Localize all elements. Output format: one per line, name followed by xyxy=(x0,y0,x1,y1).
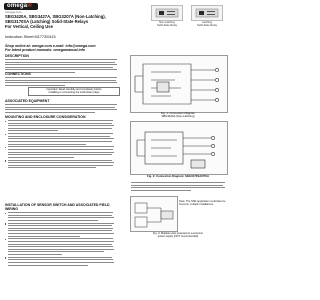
omega-logo xyxy=(4,3,38,10)
fig3-caption xyxy=(130,232,226,239)
relay-image-right xyxy=(191,5,223,21)
connection-diagram-fig2 xyxy=(130,121,228,175)
mounting-bullets xyxy=(5,120,117,168)
document-title xyxy=(5,15,129,30)
non-latching-label-line-1: Non-Latching xyxy=(159,21,175,24)
fig3-caption-line-1: Fig. 3: Multiple units powered on a common xyxy=(152,232,204,235)
fig1-schematic xyxy=(131,56,227,112)
installation-step-4 xyxy=(5,257,117,266)
fig2-caption: Fig. 2: Connection Diagram: SBG3170SA/07SA xyxy=(146,174,209,178)
non-latching-relay-thumbnail xyxy=(150,5,184,27)
brand-tagline: omega.com xyxy=(5,10,22,14)
warning-line-2: installing or connecting the solid-state relays xyxy=(48,91,100,95)
fig2-notes xyxy=(131,182,225,191)
latching-relay-thumbnail xyxy=(190,5,224,27)
logo-wordmark: omega xyxy=(7,3,28,9)
title-line-2: SBG3170SA (Latching) Solid-State Relays xyxy=(5,18,89,24)
title-line-3: For Vertical, Ceiling Use xyxy=(5,23,53,29)
fig1-caption-line-2: SBG3420A (Non-Latching) xyxy=(161,114,195,119)
connection-diagram-fig3 xyxy=(130,196,178,232)
mounting-bullet-1 xyxy=(5,120,117,131)
section-associated-equipment: ASSOCIATED EQUIPMENT xyxy=(5,99,50,103)
mounting-bullet-4 xyxy=(5,160,117,169)
latching-label-line-1: Latching xyxy=(202,21,212,24)
web-contact xyxy=(5,44,130,52)
instruction-sheet-number: Instruction Sheet M1773/0415 xyxy=(5,35,56,39)
logo-trademark: ® xyxy=(27,3,32,9)
installation-step-2 xyxy=(5,223,117,237)
warning-line-1: Important: Read carefully and completely before xyxy=(46,88,102,91)
non-latching-label-line-2: Solid-State Relay xyxy=(156,24,178,27)
title-line-1: SBG3420A, SBG3427A, SBG3207A (Non-Latching), xyxy=(5,14,106,19)
fig2-schematic xyxy=(131,122,227,174)
web-line-2: For latest product manuals: omegamanual.info xyxy=(5,48,86,53)
section-connections: CONNECTIONS xyxy=(5,72,31,76)
relay-image-left xyxy=(151,5,183,21)
mounting-bullet-2 xyxy=(5,133,117,144)
installation-steps xyxy=(5,212,117,265)
fig3-schematic xyxy=(131,197,177,231)
fig1-caption-line-1: Fig. 1: Connection Diagram xyxy=(160,111,196,115)
latching-label-line-2: Solid-State Relay xyxy=(196,24,218,27)
section-description: DESCRIPTION xyxy=(5,54,29,58)
section-mounting: MOUNTING AND ENCLOSURE CONSIDERATION xyxy=(5,115,86,119)
connection-diagram-fig1 xyxy=(130,55,228,113)
fig3-note: Note: The SSR application could also be found on multiple installations. xyxy=(179,200,226,206)
mounting-bullet-3 xyxy=(5,146,117,157)
fig1-caption xyxy=(130,112,226,119)
section-installation: INSTALLATION OF SENSOR SWITCH AND ASSOCIATED FIELD WIRING xyxy=(5,203,110,211)
important-warning-box xyxy=(28,87,120,96)
associated-equipment-text xyxy=(5,104,117,113)
installation-step-1 xyxy=(5,212,117,221)
fig3-caption-line-2: power supply (NOT recommended) xyxy=(157,235,199,239)
installation-step-3 xyxy=(5,238,117,254)
web-line-1: Shop online at: omega.com e-mail: info@omega.com xyxy=(5,44,96,48)
connections-text xyxy=(5,77,117,86)
description-text xyxy=(5,59,117,73)
